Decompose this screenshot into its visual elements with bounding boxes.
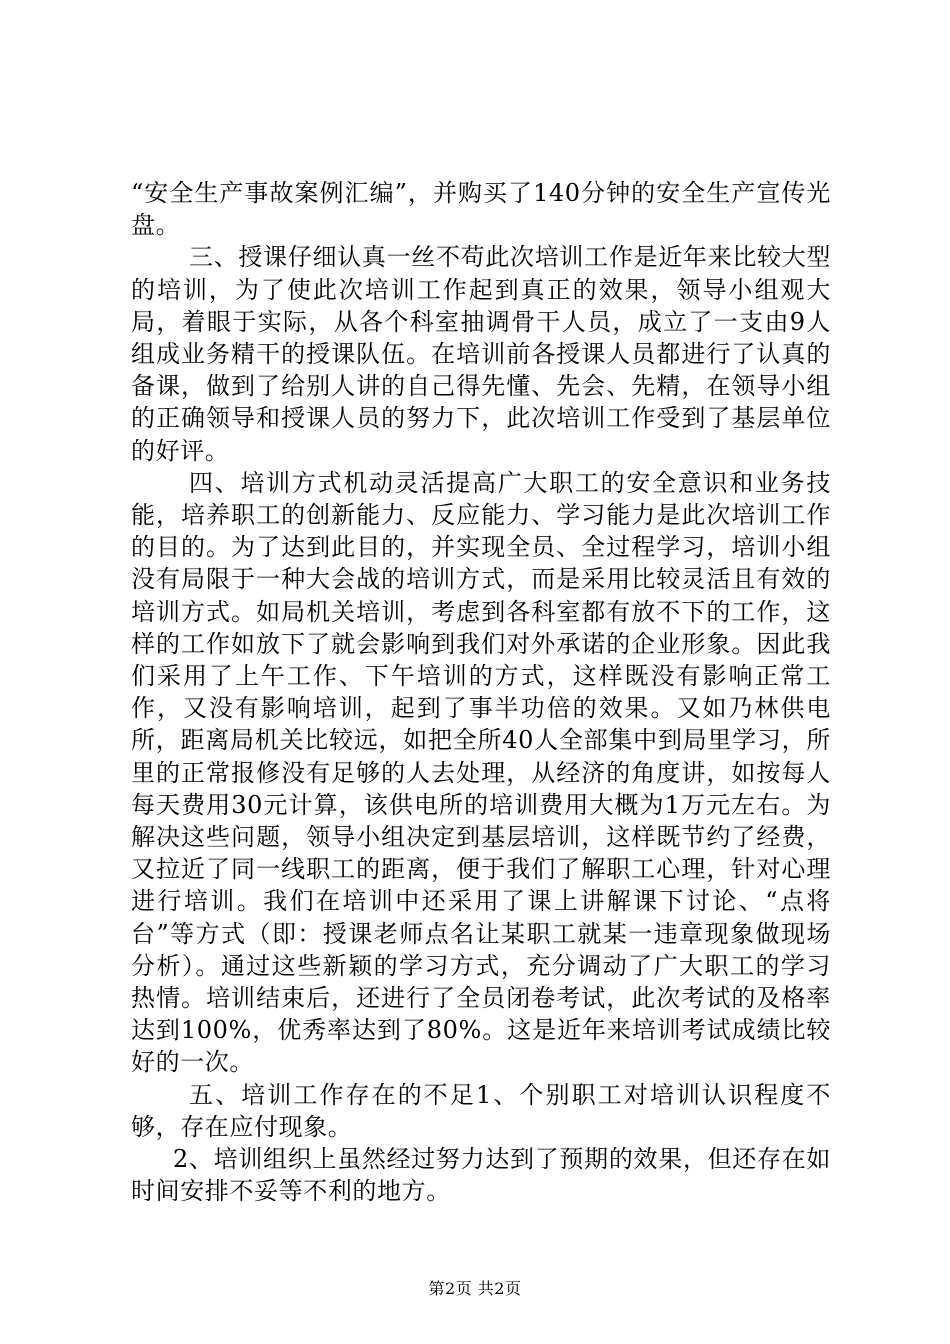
paragraph-section-4: 四、培训方式机动灵活提高广大职工的安全意识和业务技能，培养职工的创新能力、反应能力、学习能力是此次培训工作的目的。为了达到此目的，并实现全员、全过程学习，培训小组没有局限于一种大会战的培训方式，而是采用比较灵活且有效的培训方式。如局机关培训，考虑到各科室都有放不下的工作，这样的工作如放下了就会影响到我们对外承诺的企业形象。因此我们采用了上午工作、下午培训的方式，这样既没有影响正常工作，又没有影响培训，起到了事半功倍的效果。又如乃林供电所，距离局机关比较远，如把全所40人全部集中到局里学习，所里的正常报修没有足够的人去处理，从经济的角度讲，如按每人每天费用30元计算，该供电所的培训费用大概为1万元左右。为解决这些问题，领导小组决定到基层培训，这样既节约了经费，又拉近了同一线职工的距离，便于我们了解职工心理，针对心理进行培训。我们在培训中还采用了课上讲解课下讨论、“点将台”等方式（即：授课老师点名让某职工就某一违章现象做现场分析）。通过这些新颖的学习方式，充分调动了广大职工的学习热情。培训结束后，还进行了全员闭卷考试，此次考试的及格率达到100%，优秀率达到了80%。这是近年来培训考试成绩比较好的一次。 [131,468,831,1077]
paragraph-section-5: 五、培训工作存在的不足1、个别职工对培训认识程度不够，存在应付现象。 [131,1080,831,1141]
page-footer: 第2页 共2页 [428,1279,522,1298]
paragraph-section-3: 三、授课仔细认真一丝不苟此次培训工作是近年来比较大型的培训，为了使此次培训工作起到真正的效果，领导小组观大局，着眼于实际，从各个科室抽调骨干人员，成立了一支由9人组成业务精干的授课队伍。在培训前各授课人员都进行了认真的备课，做到了给别人讲的自己得先懂、先会、先精，在领导小组的正确领导和授课人员的努力下，此次培训工作受到了基层单位的好评。 [131,243,831,465]
paragraph-continuation: “安全生产事故案例汇编”，并购买了140分钟的安全生产宣传光盘。 [131,179,831,240]
document-body [131,177,831,1208]
paragraph-item-2: 2、培训组织上虽然经过努力达到了预期的效果，但还存在如时间安排不妥等不利的地方。 [131,1145,831,1206]
